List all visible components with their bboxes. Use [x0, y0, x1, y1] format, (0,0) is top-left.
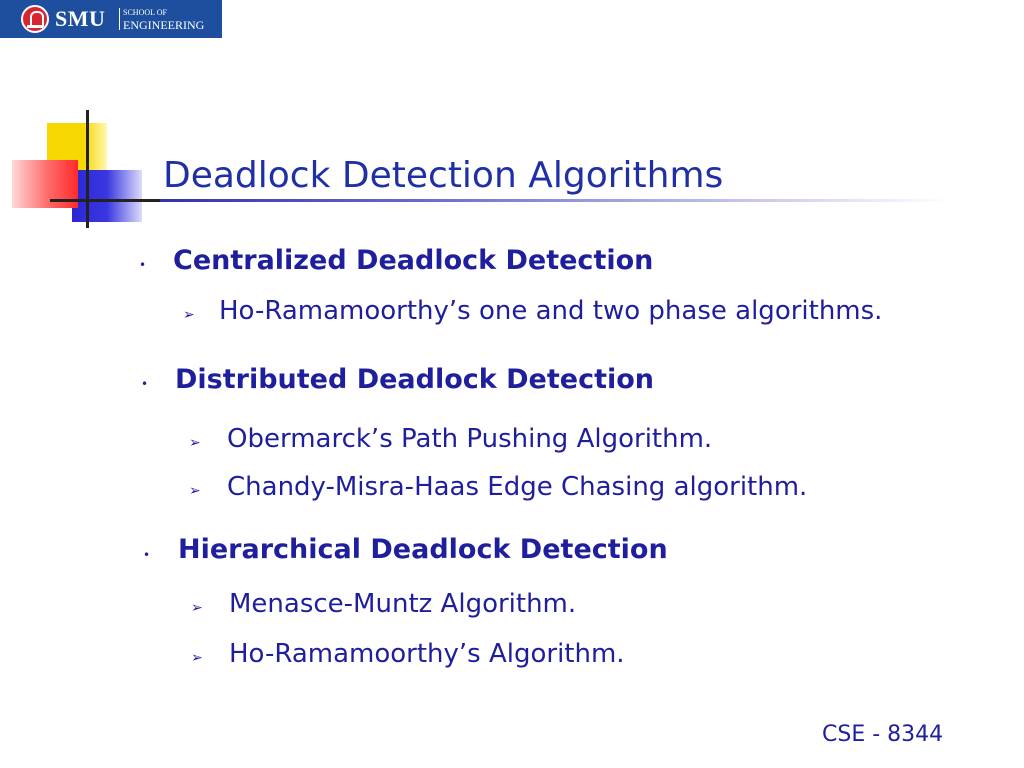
decor-vertical-line — [86, 110, 89, 228]
course-code-footer: CSE - 8344 — [822, 722, 944, 747]
logo-school-line2: ENGINEERING — [123, 18, 205, 32]
decor-blue-square — [72, 170, 142, 222]
section-item: Ho-Ramamoorthy’s one and two phase algorithms. — [219, 296, 883, 326]
bullet-dot: • — [141, 377, 149, 391]
section-item: Ho-Ramamoorthy’s Algorithm. — [229, 639, 625, 669]
logo-smu-text: SMU — [55, 6, 106, 31]
smu-seal-icon — [21, 5, 49, 33]
sub-bullet-arrow-icon: ➢ — [191, 600, 203, 616]
bullet-dot: • — [139, 258, 147, 272]
logo-school-line1: SCHOOL OF — [123, 8, 167, 17]
sub-bullet-arrow-icon: ➢ — [189, 435, 201, 451]
section-item: Menasce-Muntz Algorithm. — [229, 589, 577, 619]
section-heading-centralized: Centralized Deadlock Detection — [173, 245, 654, 276]
sub-bullet-arrow-icon: ➢ — [191, 650, 203, 666]
section-item: Chandy-Misra-Haas Edge Chasing algorithm. — [227, 472, 808, 502]
sub-bullet-arrow-icon: ➢ — [183, 307, 195, 323]
title-underline-rule — [70, 199, 950, 202]
slide-title: Deadlock Detection Algorithms — [163, 155, 724, 196]
section-item: Obermarck’s Path Pushing Algorithm. — [227, 424, 713, 454]
decor-horizontal-line — [50, 199, 160, 202]
logo-school-text — [123, 8, 204, 30]
section-heading-distributed: Distributed Deadlock Detection — [175, 364, 655, 395]
sub-bullet-arrow-icon: ➢ — [189, 483, 201, 499]
smu-engineering-logo — [0, 0, 222, 38]
bullet-dot: • — [143, 548, 151, 562]
logo-divider — [119, 8, 120, 30]
section-heading-hierarchical: Hierarchical Deadlock Detection — [178, 534, 668, 565]
